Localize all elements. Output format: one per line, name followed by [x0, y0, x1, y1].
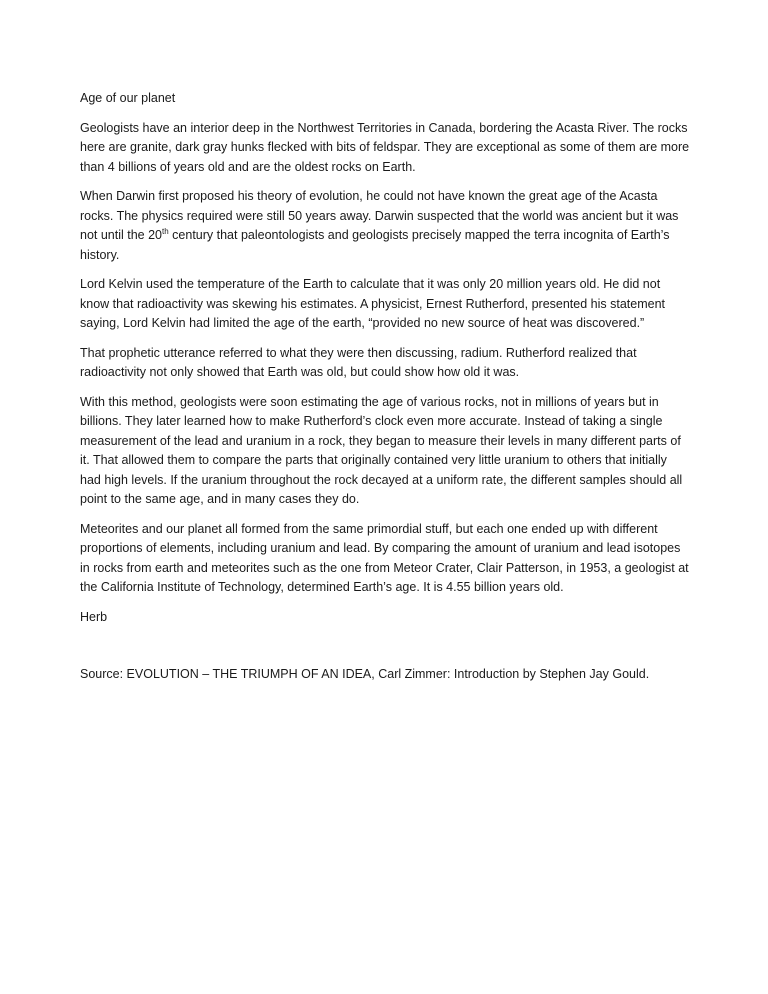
paragraph-darwin-text-before: When Darwin first proposed his theory of evolution, he could not have known the great age of the Acasta rocks. The physics required were still 50 years away. Darwin suspected that the world was ancient but it was not until the 20: [80, 189, 679, 242]
document-page: [80, 89, 690, 695]
paragraph-meteorites: Meteorites and our planet all formed from the same primordial stuff, but each one ended up with different proportions of elements, including uranium and lead. By comparing the amount of uranium and lead isotopes in rocks from earth and meteorites such as the one from Meteor Crater, Clair Patterson, in 1953, a geologist at the California Institute of Technology, determined Earth’s age. It is 4.55 billion years old.: [80, 521, 689, 594]
paragraph-acasta-rocks: Geologists have an interior deep in the Northwest Territories in Canada, bordering the Acasta River. The rocks here are granite, dark gray hunks flecked with bits of feldspar. They are exceptional as some of them are more than 4 billions of years old and are the oldest rocks on Earth.: [80, 120, 690, 174]
paragraph-darwin: [80, 187, 690, 265]
paragraph-radium: That prophetic utterance referred to what they were then discussing, radium. Rutherford realized that radioactivity not only showed that Earth was old, but could show how old it was.: [80, 345, 637, 379]
signature: Herb: [80, 609, 108, 624]
paragraph-lord-kelvin: Lord Kelvin used the temperature of the Earth to calculate that it was only 20 million years old. He did not know that radioactivity was skewing his estimates. A physicist, Ernest Rutherford, presented his statement saying, Lord Kelvin had limited the age of the earth, “provided no new source of heat was discovered.”: [80, 277, 665, 330]
source-citation: Source: EVOLUTION – THE TRIUMPH OF AN IDEA, Carl Zimmer: Introduction by Stephen Jay Gould.: [80, 667, 650, 681]
paragraph-rutherford-clock: With this method, geologists were soon estimating the age of various rocks, not in millions of years but in billions. They later learned how to make Rutherford’s clock even more accurate. Instead of taking a single measurement of the lead and uranium in a rock, they began to measure their levels in many different parts of it. That allowed them to compare the parts that originally contained very little uranium to others that initially had high levels. If the uranium throughout the rock decayed at a uniform rate, the different samples should all point to the same age, and in many cases they do.: [80, 394, 683, 506]
document-title: Age of our planet: [80, 91, 176, 105]
ordinal-superscript: th: [162, 226, 169, 236]
paragraph-darwin-text-after: century that paleontologists and geologists precisely mapped the terra incognita of Earth’s history.: [80, 228, 670, 262]
